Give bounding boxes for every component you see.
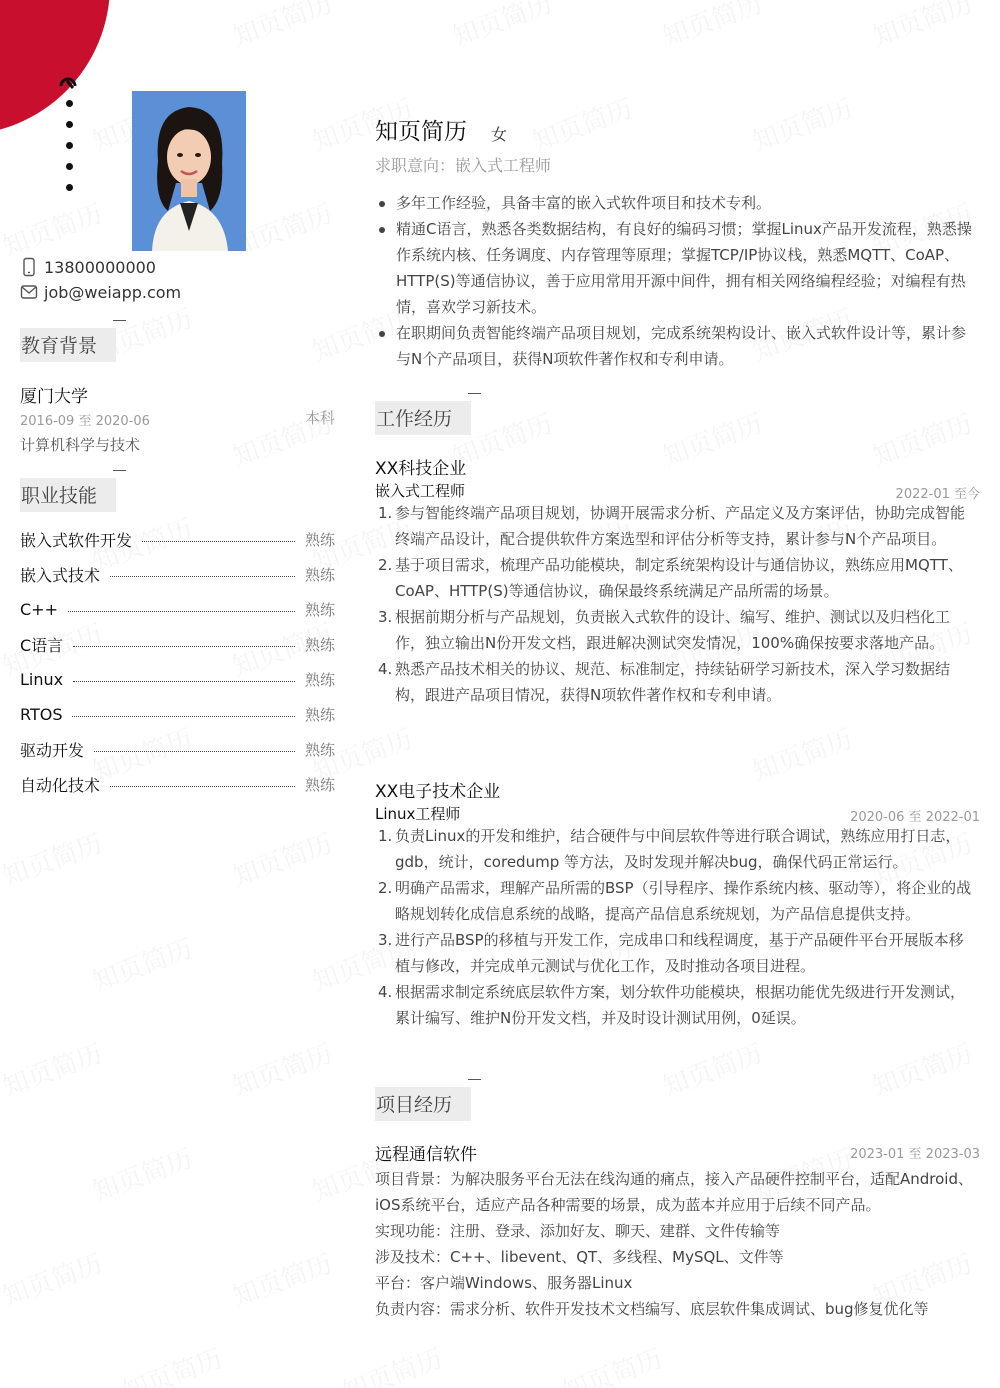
- phone-number: 13800000000: [44, 257, 156, 277]
- watermark-text: [87, 928, 197, 998]
- skill-level: 熟练: [304, 530, 335, 549]
- duty-text: 根据前期分析与产品规划，负责嵌入式软件的设计、编写、维护、测试以及归档化工作，独立输出N份开发文档，跟进解决测试突发情况，100%确保按要求落地产品。: [395, 608, 951, 652]
- skill-leader-line: [73, 681, 295, 682]
- skill-row: [20, 666, 335, 692]
- skill-leader-line: [73, 646, 295, 647]
- project-line: 实现功能：注册、登录、添加好友、聊天、建群、文件传输等: [375, 1222, 781, 1240]
- summary-item: 精通C语言，熟悉各类数据结构，有良好的编码习惯；掌握Linux产品开发流程，熟悉操作系统内核、任务调度、内存管理等原理；掌握TCP/IP协议栈，熟悉MQTT、CoAP、HTTP(S)等通信协议，善于应用常用开源中间件，拥有相关网络编程经验；对编程有热情，喜欢学习新技术。: [376, 216, 980, 320]
- watermark-text: [0, 1033, 107, 1103]
- skill-leader-line: [72, 716, 295, 717]
- project-details: [375, 1166, 975, 1322]
- skill-level: 熟练: [304, 740, 335, 759]
- dot: [66, 184, 73, 191]
- education-major: 计算机科学与技术: [20, 436, 141, 454]
- duty-text: 负责Linux的开发和维护，结合硬件与中间层软件等进行联合调试，熟练应用打日志，gdb，统计，coredump 等方法，及时发现并解决bug，确保代码正常运行。: [395, 827, 961, 871]
- watermark-text: [87, 1138, 197, 1208]
- duty-item: 4. 根据需求制定系统底层软件方案，划分软件功能模块，根据功能优先级进行开发测试，累计编写、维护N份开发文档，并及时设计测试用例，0延误。: [378, 983, 966, 1027]
- candidate-gender: 女: [491, 125, 508, 144]
- watermark-text: [747, 88, 857, 158]
- duty-text: 参与智能终端产品项目规划，协调开展需求分析、产品定义及方案评估，协助完成智能终端产品设计，配合提供软件方案选型和评估分析等支持，累计参与N个产品项目。: [395, 504, 966, 548]
- duty-item: 3. 根据前期分析与产品规划，负责嵌入式软件的设计、编写、维护、测试以及归档化工作，独立输出N份开发文档，跟进解决测试突发情况，100%确保按要求落地产品。: [378, 608, 951, 652]
- skill-name: 嵌入式技术: [20, 565, 101, 585]
- duty-item: 1. 负责Linux的开发和维护，结合硬件与中间层软件等进行联合调试，熟练应用打日志，gdb，统计，coredump 等方法，及时发现并解决bug，确保代码正常运行。: [378, 827, 961, 871]
- skill-row: [20, 771, 335, 797]
- skill-row: [20, 596, 335, 622]
- duty-text: 基于项目需求，梳理产品功能模块，制定系统架构设计与通信协议，熟练应用MQTT、CoAP、HTTP(S)等通信协议，确保最终系统满足产品所需的场景。: [395, 556, 963, 600]
- skill-leader-line: [110, 786, 295, 787]
- watermark-text: [867, 403, 977, 473]
- skill-level: 熟练: [304, 635, 335, 654]
- email-address: job@weiapp.com: [44, 282, 182, 302]
- mail-icon: [20, 282, 38, 302]
- dot: [66, 121, 73, 128]
- watermark-text: [447, 0, 557, 54]
- watermark-text: [337, 1338, 447, 1388]
- watermark-text: [227, 1243, 337, 1313]
- duty-item: 2. 基于项目需求，梳理产品功能模块，制定系统架构设计与通信协议，熟练应用MQTT、CoAP、HTTP(S)等通信协议，确保最终系统满足产品所需的场景。: [378, 556, 963, 600]
- projects-heading: [375, 1087, 471, 1121]
- education-degree: 本科: [304, 409, 335, 427]
- skill-row: [20, 701, 335, 727]
- work-heading: [375, 401, 471, 435]
- watermark-text: [227, 0, 337, 54]
- skill-leader-line: [94, 751, 295, 752]
- decorative-dots: [66, 100, 73, 205]
- duty-item: 1. 参与智能终端产品项目规划，协调开展需求分析、产品定义及方案评估，协助完成智能终端产品设计，配合提供软件方案选型和评估分析等支持，累计参与N个产品项目。: [378, 504, 966, 548]
- watermark-text: [527, 88, 637, 158]
- skill-leader-line: [68, 611, 295, 612]
- skills-heading: [20, 478, 116, 512]
- skill-level: 熟练: [304, 600, 335, 619]
- watermark-text: [657, 0, 767, 54]
- duty-item: 4. 熟悉产品技术相关的协议、规范、标准制定，持续钻研学习新技术，深入学习数据结构，跟进产品项目情况，获得N项软件著作权和专利申请。: [378, 660, 951, 704]
- watermark-text: [0, 1243, 107, 1313]
- duty-text: 根据需求制定系统底层软件方案，划分软件功能模块，根据功能优先级进行开发测试，累计编写、维护N份开发文档，并及时设计测试用例，0延误。: [395, 983, 966, 1027]
- duty-item: 2. 明确产品需求，理解产品所需的BSP（引导程序、操作系统内核、驱动等），将企业的战略规划转化成信息系统的战略，提高产品信息系统规划，为产品信息提供支持。: [378, 879, 972, 923]
- job-role: Linux工程师: [375, 805, 461, 823]
- education-heading: [20, 328, 116, 362]
- watermark-text: [867, 1033, 977, 1103]
- company-name: XX电子技术企业: [375, 782, 501, 802]
- skill-row: [20, 631, 335, 657]
- skill-level: 熟练: [304, 705, 335, 724]
- brand-logo-icon: [58, 76, 78, 96]
- summary-list: [376, 190, 980, 372]
- skill-name: C++: [20, 599, 58, 619]
- project-period: 2023-01 至 2023-03: [850, 1147, 980, 1162]
- dot: [66, 163, 73, 170]
- skill-level: 熟练: [304, 565, 335, 584]
- duty-text: 明确产品需求，理解产品所需的BSP（引导程序、操作系统内核、驱动等），将企业的战略规划转化成信息系统的战略，提高产品信息系统规划，为产品信息提供支持。: [395, 879, 972, 923]
- candidate-name: 知页简历: [375, 119, 467, 145]
- skill-leader-line: [110, 576, 295, 577]
- watermark-text: [867, 0, 977, 54]
- school-name: 厦门大学: [20, 387, 88, 407]
- watermark-text: [747, 718, 857, 788]
- job-role: 嵌入式工程师: [375, 482, 466, 500]
- watermark-text: [557, 1338, 667, 1388]
- job-period: 2020-06 至 2022-01: [850, 810, 980, 825]
- company-name: XX科技企业: [375, 459, 467, 479]
- skill-row: [20, 561, 335, 587]
- watermark-text: [227, 1033, 337, 1103]
- skill-name: 驱动开发: [20, 740, 85, 760]
- work-heading-text: 工作经历: [376, 408, 453, 430]
- dot: [66, 100, 73, 107]
- accent-corner: [0, 0, 110, 135]
- phone-icon: [20, 257, 38, 277]
- watermark-text: [117, 1338, 227, 1388]
- skill-name: 自动化技术: [20, 775, 101, 795]
- skill-leader-line: [142, 541, 295, 542]
- duty-item: 3. 进行产品BSP的移植与开发工作，完成串口和线程调度，基于产品硬件平台开展版本移植与修改，并完成单元测试与优化工作，及时推动各项目进程。: [378, 931, 964, 975]
- project-line: 涉及技术：C++、libevent、QT、多线程、MySQL、文件等: [375, 1248, 784, 1266]
- job-intent: 求职意向：嵌入式工程师: [375, 156, 552, 175]
- project-line: 平台：客户端Windows、服务器Linux: [375, 1274, 633, 1292]
- project-line: 负责内容：需求分析、软件开发技术文档编写、底层软件集成调试、bug修复优化等: [375, 1300, 929, 1318]
- skill-level: 熟练: [304, 670, 335, 689]
- project-name: 远程通信软件: [375, 1145, 477, 1165]
- watermark-text: [0, 823, 107, 893]
- skill-row: [20, 736, 335, 762]
- duty-list: [376, 500, 976, 708]
- watermark-text: [657, 1033, 767, 1103]
- dot: [66, 142, 73, 149]
- duty-list: [376, 823, 976, 1031]
- email-contact: [20, 282, 181, 302]
- summary-item: 多年工作经验，具备丰富的嵌入式软件项目和技术专利。: [376, 190, 980, 216]
- skill-level: 熟练: [304, 775, 335, 794]
- skill-name: 嵌入式软件开发: [20, 530, 133, 550]
- skills-heading-text: 职业技能: [21, 485, 98, 507]
- duty-text: 熟悉产品技术相关的协议、规范、标准制定，持续钻研学习新技术，深入学习数据结构，跟进产品项目情况，获得N项软件著作权和专利申请。: [395, 660, 951, 704]
- skill-name: RTOS: [20, 704, 63, 724]
- phone-contact: [20, 257, 156, 277]
- education-heading-text: 教育背景: [21, 335, 98, 357]
- skill-name: Linux: [20, 669, 64, 689]
- job-period: 2022-01 至今: [895, 487, 980, 502]
- duty-text: 进行产品BSP的移植与开发工作，完成串口和线程调度，基于产品硬件平台开展版本移植与修改，并完成单元测试与优化工作，及时推动各项目进程。: [395, 931, 964, 975]
- summary-item: 在职期间负责智能终端产品项目规划，完成系统架构设计、嵌入式软件设计等，累计参与N个产品项目，获得N项软件著作权和专利申请。: [376, 320, 980, 372]
- watermark-text: [0, 193, 107, 263]
- project-line: 项目背景：为解决服务平台无法在线沟通的痛点，接入产品硬件控制平台，适配Android、iOS系统平台，适应产品各种需要的场景，成为蓝本并应用于后续不同产品。: [375, 1170, 973, 1214]
- projects-heading-text: 项目经历: [376, 1094, 453, 1116]
- skill-row: [20, 526, 335, 552]
- profile-photo: [132, 91, 246, 251]
- skill-name: C语言: [20, 635, 64, 655]
- watermark-text: [657, 403, 767, 473]
- watermark-text: [227, 823, 337, 893]
- education-dates: 2016-09 至 2020-06: [20, 414, 150, 429]
